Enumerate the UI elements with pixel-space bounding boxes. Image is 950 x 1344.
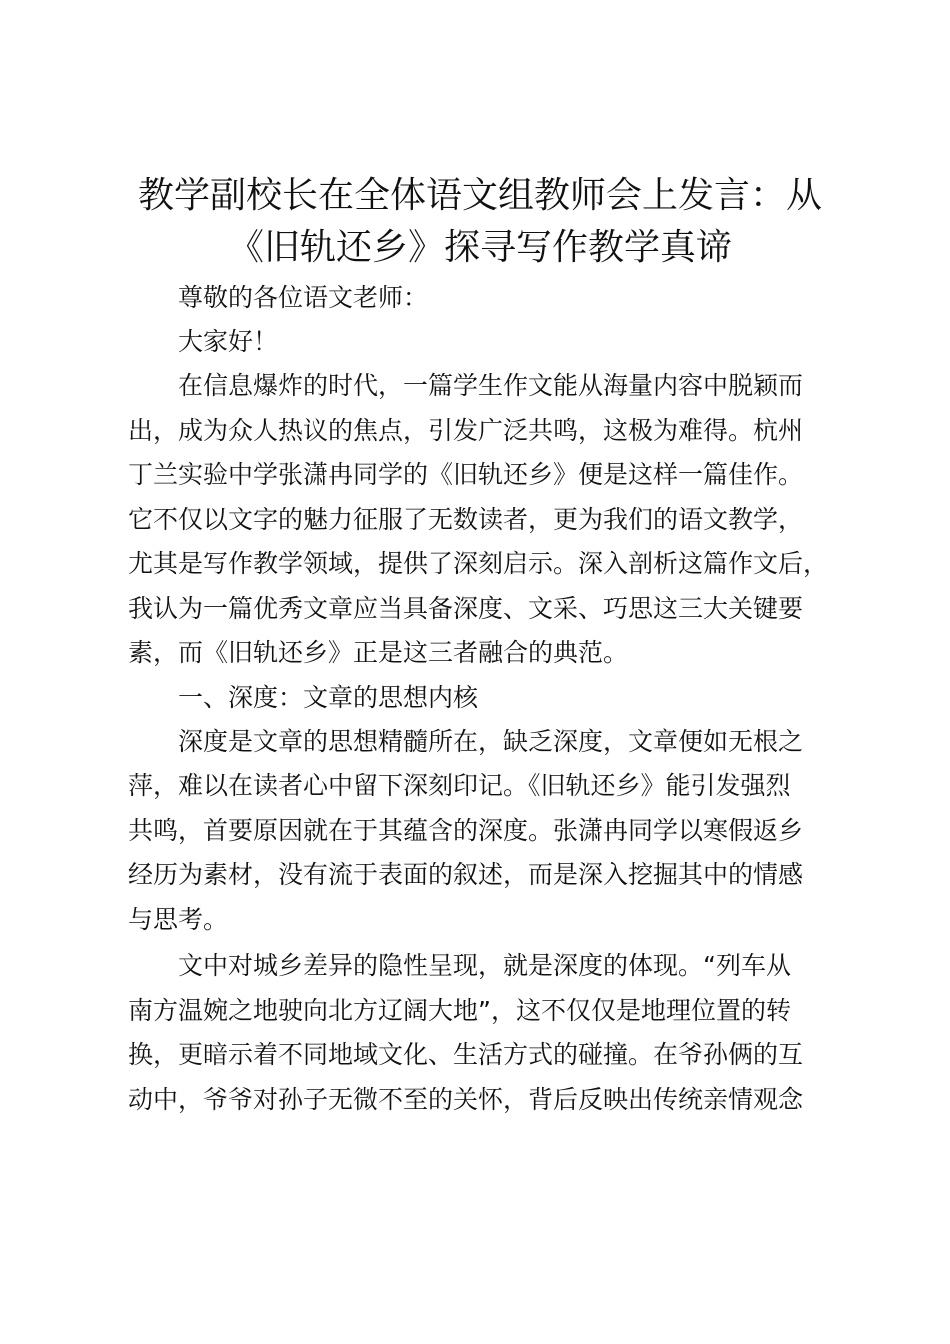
- paragraph-line: 出，成为众人热议的焦点，引发广泛共鸣，这极为难得。杭州: [128, 416, 804, 445]
- paragraph-line: 尤其是写作教学领域，提供了深刻启示。深入剖析这篇作文后，: [128, 549, 829, 578]
- paragraph-line: 深度是文章的思想精髓所在，缺乏深度，文章便如无根之: [178, 727, 804, 756]
- paragraph-line: 经历为素材，没有流于表面的叙述，而是深入挖掘其中的情感: [128, 860, 804, 889]
- document-title-line-2: 《旧轨还乡》探寻写作教学真谛: [227, 227, 732, 268]
- paragraph-line: 与思考。: [128, 905, 229, 934]
- paragraph-line: 换，更暗示着不同地域文化、生活方式的碰撞。在爷孙俩的互: [128, 1040, 804, 1069]
- paragraph-line: 它不仅以文字的魅力征服了无数读者，更为我们的语文教学，: [128, 505, 804, 534]
- paragraph-line: 文中对城乡差异的隐性呈现，就是深度的体现。“列车从: [178, 951, 791, 980]
- paragraph-line: 我认为一篇优秀文章应当具备深度、文采、巧思这三大关键要: [128, 594, 804, 623]
- paragraph-line: 共鸣，首要原因就在于其蕴含的深度。张潇冉同学以寒假返乡: [128, 816, 804, 845]
- section-heading: 一、深度：文章的思想内核: [178, 683, 479, 712]
- paragraph-line: 萍，难以在读者心中留下深刻印记。《旧轨还乡》能引发强烈: [128, 771, 791, 800]
- paragraph-line: 在信息爆炸的时代，一篇学生作文能从海量内容中脱颖而: [178, 371, 804, 400]
- salutation: 尊敬的各位语文老师：: [178, 283, 429, 312]
- paragraph-line: 南方温婉之地驶向北方辽阔大地”，这不仅仅是地理位置的转: [128, 996, 791, 1025]
- paragraph-line: 丁兰实验中学张潇冉同学的《旧轨还乡》便是这样一篇佳作。: [128, 460, 804, 489]
- greeting: 大家好！: [178, 327, 279, 356]
- document-title-line-1: 教学副校长在全体语文组教师会上发言：从: [137, 175, 822, 216]
- paragraph-line: 动中，爷爷对孙子无微不至的关怀，背后反映出传统亲情观念: [128, 1085, 804, 1114]
- paragraph-line: 素，而《旧轨还乡》正是这三者融合的典范。: [128, 638, 629, 667]
